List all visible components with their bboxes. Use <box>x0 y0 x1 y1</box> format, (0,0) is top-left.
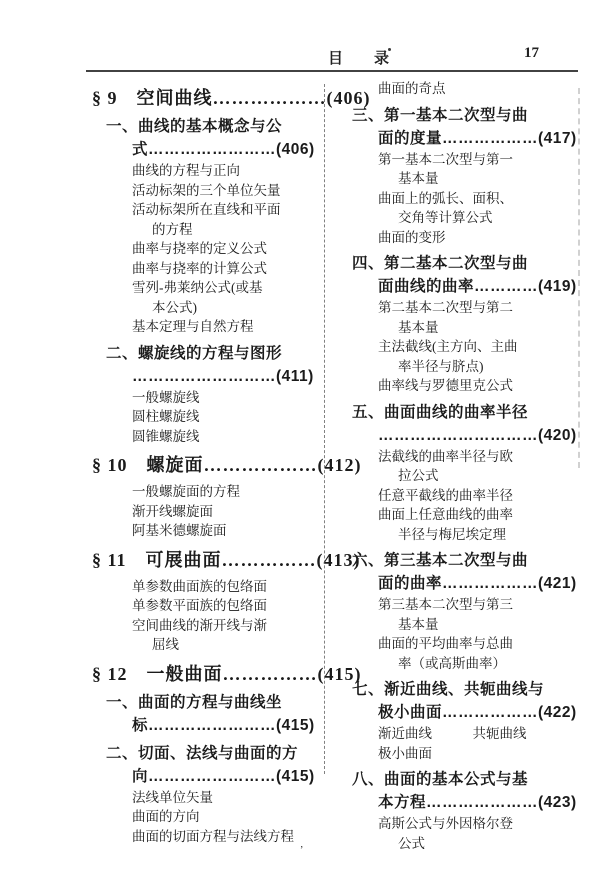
toc-line: 法线单位矢量 <box>132 789 213 805</box>
toc-line: 第二基本二次型与第二 <box>378 300 513 315</box>
toc-line: 曲面的平均曲率与总曲 <box>378 636 513 651</box>
toc-line: 高斯公式与外因格尔登 <box>378 816 513 831</box>
toc-line: 曲率与挠率的定义公式 <box>132 241 267 256</box>
toc-line: 雪列-弗莱纳公式(或基 <box>132 280 263 295</box>
header-rule <box>86 70 578 72</box>
toc-line: 三、第一基本二次型与曲 <box>352 106 529 124</box>
toc-line: § 10 螺旋面………………(412) <box>92 455 362 475</box>
toc-line: 向……………………(415) <box>132 767 315 785</box>
toc-line: 率（或高斯曲率） <box>398 655 506 671</box>
toc-line: 六、第三基本二次型与曲 <box>352 552 529 569</box>
toc-line: 极小曲面………………(422) <box>378 704 577 721</box>
toc-line: 极小曲面 <box>378 745 432 761</box>
toc-line: 本方程…………………(423) <box>378 794 577 811</box>
toc-line: 面的曲率………………(421) <box>378 575 577 592</box>
toc-line: 曲面的方向 <box>132 809 200 824</box>
page-number: 17 <box>524 45 539 61</box>
toc-line: 单参数平面族的包络面 <box>132 598 267 613</box>
toc-line: 二、螺旋线的方程与图形 <box>106 344 283 362</box>
page-header-title: 目 录 <box>327 51 397 67</box>
scan-bottom-mark: ’ <box>300 845 304 856</box>
toc-line: 阿基米德螺旋面 <box>132 523 227 538</box>
toc-line: 屈线 <box>152 637 179 652</box>
toc-line: 八、曲面的基本公式与基 <box>352 771 529 788</box>
toc-line: 活动标架所在直线和平面 <box>132 202 281 217</box>
toc-line: 曲面上的弧长、面积、 <box>378 190 513 206</box>
toc-line: 渐开线螺旋面 <box>132 503 213 519</box>
toc-line: 基本量 <box>398 171 439 186</box>
toc-line: 公式 <box>398 835 425 851</box>
toc-line: 第一基本二次型与第一 <box>378 151 513 167</box>
toc-line: 曲线的方程与正向 <box>132 163 240 178</box>
toc-line: § 12 一般曲面……………(415) <box>92 663 362 684</box>
toc-line: 一般螺旋面的方程 <box>132 484 240 499</box>
toc-line: 本公式) <box>152 299 197 315</box>
toc-line: 半径与梅尼埃定理 <box>398 526 506 542</box>
toc-line: 式……………………(406) <box>132 141 315 158</box>
toc-line: 曲面的奇点 <box>378 81 446 96</box>
toc-line: 活动标架的三个单位矢量 <box>132 182 281 198</box>
toc-line: 七、渐近曲线、共轭曲线与 <box>352 681 545 698</box>
toc-line: 一、曲面的方程与曲线坐 <box>106 693 283 711</box>
toc-line: 法截线的曲率半径与欧 <box>378 448 513 464</box>
toc-line: 的方程 <box>152 221 193 237</box>
toc-line: 交角等计算公式 <box>398 210 493 225</box>
toc-line: 曲面的切面方程与法线方程 <box>132 828 294 844</box>
toc-line: 渐近曲线 共轭曲线 <box>378 726 527 741</box>
toc-line: 曲面上任意曲线的曲率 <box>378 507 513 522</box>
toc-line: 主法截线(主方向、主曲 <box>378 339 518 354</box>
toc-line: 曲率与挠率的计算公式 <box>132 260 267 276</box>
column-divider <box>324 84 325 774</box>
toc-line: 第三基本二次型与第三 <box>378 597 513 612</box>
toc-line: 单参数曲面族的包络面 <box>132 578 267 594</box>
toc-line: 面的度量………………(417) <box>378 129 577 147</box>
toc-column-right <box>334 79 582 853</box>
toc-line: 四、第二基本二次型与曲 <box>352 255 529 272</box>
toc-line: 曲率线与罗德里克公式 <box>378 378 513 393</box>
toc-line: 二、切面、法线与曲面的方 <box>106 744 299 762</box>
toc-line: 基本量 <box>398 616 439 632</box>
toc-line: 拉公式 <box>398 468 439 483</box>
toc-line: 一般螺旋线 <box>132 389 200 405</box>
toc-line: 基本量 <box>398 319 439 335</box>
toc-line: 圆锥螺旋线 <box>132 428 200 444</box>
toc-line: 空间曲线的渐开线与渐 <box>132 617 267 633</box>
toc-line: 面曲线的曲率…………(419) <box>378 278 577 295</box>
toc-line: § 9 空间曲线………………(406) <box>92 88 371 108</box>
toc-line: 标……………………(415) <box>132 716 315 734</box>
toc-line: 任意平截线的曲率半径 <box>378 487 513 503</box>
toc-line: 基本定理与自然方程 <box>132 319 254 334</box>
toc-line: 一、曲线的基本概念与公 <box>106 118 283 135</box>
toc-column-left <box>88 79 371 846</box>
toc-line: § 11 可展曲面……………(413) <box>92 549 361 570</box>
toc-line: …………………………(420) <box>378 426 577 444</box>
toc-line: 率半径与脐点) <box>398 358 484 374</box>
toc-line: 圆柱螺旋线 <box>132 409 200 424</box>
toc-line: 曲面的变形 <box>378 229 446 245</box>
toc-line: ………………………(411) <box>132 367 314 385</box>
toc-line: 五、曲面曲线的曲率半径 <box>352 403 529 421</box>
scan-speck <box>388 48 391 51</box>
